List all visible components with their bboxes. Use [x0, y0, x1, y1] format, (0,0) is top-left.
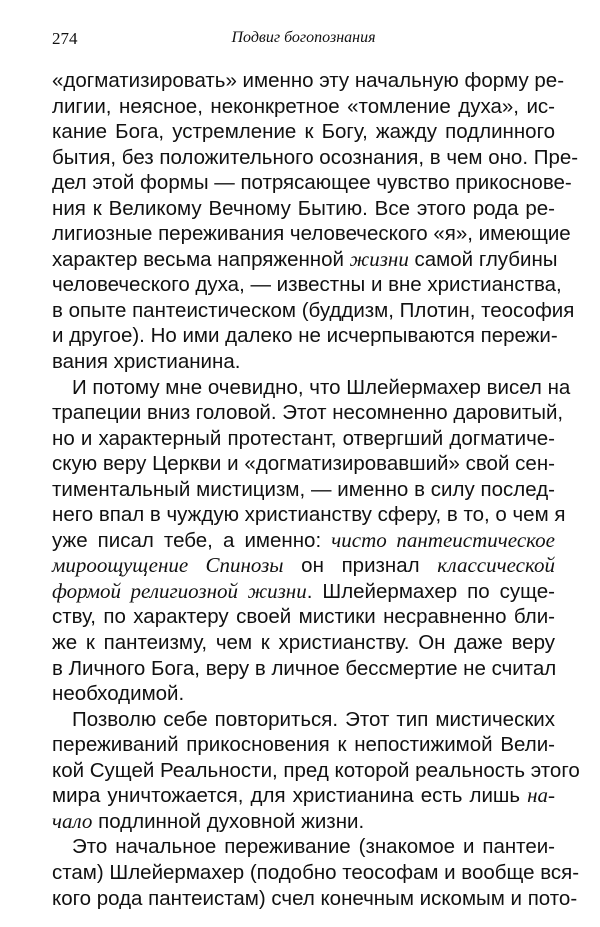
- text-line: [52, 809, 555, 835]
- text-segment: уже писал тебе, а именно:: [52, 528, 332, 552]
- italic-emphasis: чисто пантеистическое: [331, 527, 555, 552]
- text-line: [52, 528, 555, 554]
- text-line: [52, 553, 555, 579]
- text-line: [52, 758, 580, 784]
- text-line: [52, 860, 580, 886]
- text-segment: но и характерный протестант, отвергший догматиче-: [52, 426, 555, 450]
- text-line: [52, 119, 555, 145]
- text-line: [52, 502, 566, 528]
- text-line: [52, 451, 555, 477]
- text-line: [52, 94, 555, 120]
- text-segment: в опыте пантеистическом (буддизм, Плотин, теософия: [52, 298, 575, 322]
- text-segment: мира уничтожается, для христианина есть лишь: [52, 784, 528, 808]
- text-line: [52, 221, 571, 247]
- text-segment: Это начальное переживание (знакомое и пантеи-: [72, 835, 555, 859]
- italic-emphasis: на-: [527, 783, 555, 808]
- text-line: [52, 707, 555, 733]
- text-segment: бытия, без положительного осознания, в чем оно. Пре-: [52, 145, 579, 169]
- text-segment: необходимой.: [52, 682, 185, 706]
- text-segment: лигии, неясное, неконкретное «томление духа», ис-: [52, 94, 555, 118]
- text-line: [52, 272, 562, 298]
- text-segment: стам) Шлейермахер (подобно теософам и вообще вся-: [52, 860, 580, 884]
- italic-emphasis: чало: [52, 808, 93, 833]
- text-segment: ния к Великому Вечному Бытию. Все этого рода ре-: [52, 196, 555, 220]
- text-line: [52, 886, 578, 912]
- text-segment: кой Сущей Реальности, пред которой реальность этого: [52, 758, 580, 782]
- text-line: [52, 68, 565, 94]
- text-line: [52, 426, 555, 452]
- text-segment: самой глубины: [408, 247, 558, 271]
- text-segment: в Личного Бога, веру в личное бессмертие не считал: [52, 656, 557, 680]
- text-segment: кание Бога, устремление к Богу, жажду подлинного: [52, 120, 555, 144]
- text-segment: лигиозные переживания человеческого «я», имеющие: [52, 222, 571, 246]
- text-segment: скую веру Церкви и «догматизировавший» свой сен-: [52, 452, 555, 476]
- text-line: [52, 834, 555, 860]
- text-segment: же к пантеизму, чем к христианству. Он даже веру: [52, 631, 555, 655]
- running-head: [52, 29, 555, 51]
- text-line: [52, 604, 555, 630]
- text-line: [52, 298, 575, 324]
- text-line: [52, 400, 564, 426]
- text-line: [52, 246, 558, 273]
- text-segment: переживаний прикосновения к непостижимой Вели-: [52, 733, 555, 757]
- text-line: [52, 375, 571, 401]
- text-line: [52, 323, 558, 349]
- text-segment: и другое). Но ими далеко не исчерпываются пережи-: [52, 324, 558, 348]
- text-segment: него впал в чуждую христианству сферу, в то, о чем я: [52, 503, 566, 527]
- text-line: [52, 630, 555, 656]
- text-segment: И потому мне очевидно, что Шлейермахер висел на: [72, 375, 571, 399]
- text-line: [52, 170, 572, 196]
- text-line: [52, 477, 555, 503]
- text-segment: кого рода пантеистам) счел конечным искомым и пото-: [52, 886, 578, 910]
- text-line: [52, 145, 579, 171]
- text-line: [52, 783, 555, 809]
- text-line: [52, 681, 555, 707]
- italic-emphasis: жизни: [349, 246, 409, 271]
- text-segment: характер весьма напряженной: [52, 247, 350, 271]
- italic-emphasis: формой религиозной жизни: [52, 578, 307, 603]
- text-line: [52, 656, 555, 682]
- text-segment: . Шлейермахер по суще-: [306, 579, 555, 603]
- running-title: Подвиг богопознания: [231, 29, 376, 46]
- page-number: 274: [52, 29, 78, 48]
- text-line: [52, 349, 555, 375]
- text-line: [52, 732, 555, 758]
- text-segment: он признал: [283, 554, 438, 578]
- text-segment: Позволю себе повториться. Этот тип мистических: [72, 707, 555, 731]
- text-segment: человеческого духа, — известны и вне христианства,: [52, 273, 562, 297]
- italic-emphasis: мироощущение Спинозы: [52, 553, 284, 578]
- text-segment: тиментальный мистицизм, — именно в силу послед-: [52, 477, 555, 501]
- text-segment: вания христианина.: [52, 350, 241, 374]
- text-line: [52, 196, 555, 222]
- text-segment: дел этой формы — потрясающее чувство прикоснове-: [52, 171, 572, 195]
- body-text: [52, 68, 580, 911]
- text-segment: «догматизировать» именно эту начальную форму ре-: [52, 69, 565, 92]
- text-segment: ству, по характеру своей мистики несравненно бли-: [52, 605, 555, 629]
- text-segment: подлинной духовной жизни.: [92, 809, 365, 833]
- text-segment: трапеции вниз головой. Этот несомненно даровитый,: [52, 401, 564, 425]
- text-line: [52, 579, 555, 605]
- italic-emphasis: классической: [437, 553, 555, 578]
